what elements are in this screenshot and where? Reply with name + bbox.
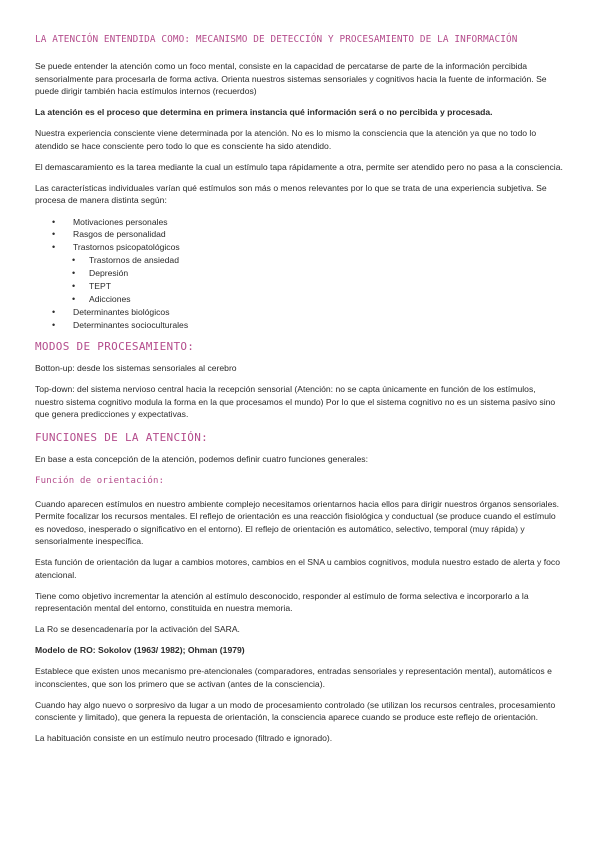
section-title-attention: LA ATENCIÓN ENTENDIDA COMO: MECANISMO DE DETECCIÓN Y PROCESAMIENTO DE LA INFORMACIÓN (35, 34, 518, 45)
sub-list-item: • Depresión (35, 267, 565, 280)
paragraph: En base a esta concepción de la atención, podemos definir cuatro funciones generales: (35, 454, 368, 465)
list-item: • Trastornos psicopatológicos (35, 241, 565, 254)
list-item: • Determinantes biológicos (35, 306, 565, 319)
section-title-attention-functions: FUNCIONES DE LA ATENCIÓN: (35, 431, 209, 445)
factors-list (35, 216, 565, 332)
sub-list-item: • Adicciones (35, 293, 565, 306)
paragraph: Se puede entender la atención como un foco mental, consiste en la capacidad de percatarse de parte de la información percibida sensorialmente para procesarla de forma activa. Orienta nuestros sistemas sensoriales y cognitivos hacia la fuente de información. Se puede dirigir también hacia estímulos internos (recuerdos) (35, 61, 547, 97)
sub-list-item: • TEPT (35, 280, 565, 293)
paragraph: Top-down: del sistema nervioso central hacia la recepción sensorial (Atención: no se capta únicamente en función de los estímulos, nuestro sistema cognitivo modula la forma en la que procesamos el mundo) Por lo que el sistema cognitivo no es un sistema pasivo sino que genera predicciones y expectativas. (35, 384, 556, 419)
paragraph: Cuando hay algo nuevo o sorpresivo da lugar a un modo de procesamiento controlado (se utilizan los recursos centrales, procesamiento consciente y limitado), que genera la repuesta de orientación, la consciencia aparece cuando se produce este reflejo de orientación. (35, 699, 556, 723)
paragraph: La habituación consiste en un estímulo neutro procesado (filtrado e ignorado). (35, 733, 333, 744)
paragraph: Botton-up: desde los sistemas sensoriales al cerebro (35, 363, 237, 374)
paragraph: Nuestra experiencia consciente viene determinada por la atención. No es lo mismo la consciencia que la atención ya que no todo lo atendido se hace consciente pero todo lo que es consciente ha sido atendido. (35, 128, 537, 151)
bold-statement: La atención es el proceso que determina en primera instancia qué información será o no percibida y procesada. (35, 107, 493, 118)
list-item: • Determinantes socioculturales (35, 319, 565, 332)
paragraph: El demascaramiento es la tarea mediante la cual un estímulo tapa rápidamente a otra, permite ser atendido pero no pasa a la consciencia. (35, 161, 563, 172)
paragraph: Esta función de orientación da lugar a cambios motores, cambios en el SNA u cambios cognitivos, modula nuestro estado de alerta y foco atencional. (35, 557, 560, 580)
section-title-processing-modes: MODOS DE PROCESAMIENTO: (35, 339, 195, 353)
paragraph: Las características individuales varían qué estímulos son más o menos relevantes por lo que se trata de una experiencia subjetiva. Se procesa de manera distinta según: (35, 183, 547, 206)
paragraph: Tiene como objetivo incrementar la atención al estímulo desconocido, responder al estímulo de forma selectiva e incorporarlo a la representación mental del entorno, constituida en nuestra memoria. (35, 590, 529, 614)
paragraph: La Ro se desencadenaría por la activación del SARA. (35, 624, 240, 635)
paragraph: Cuando aparecen estímulos en nuestro ambiente complejo necesitamos orientarnos hacia ellos para dirigir nuestros órganos sensoriales. Permite focalizar los recursos mentales. El reflejo de orientación es una reacción fisiológica y conductual (se produce cuando el estímulo es novedoso, inesperado o significativo en el entorno). El reflejo de orientación es automático, selectivo, temporal (muy rápida) y sensorialmente inespecífica. (35, 498, 560, 547)
list-item: • Motivaciones personales (35, 216, 565, 229)
list-item: • Rasgos de personalidad (35, 228, 565, 241)
subsection-title-orientation: Función de orientación: (35, 475, 165, 486)
sub-list-item: • Trastornos de ansiedad (35, 254, 565, 267)
paragraph: Establece que existen unos mecanismo pre-atencionales (comparadores, entradas sensoriales y representación mental), automáticos e inconscientes, que son los primero que se activan (antes de la consciencia). (35, 666, 552, 689)
model-heading: Modelo de RO: Sokolov (1963/ 1982); Ohman (1979) (35, 645, 245, 656)
